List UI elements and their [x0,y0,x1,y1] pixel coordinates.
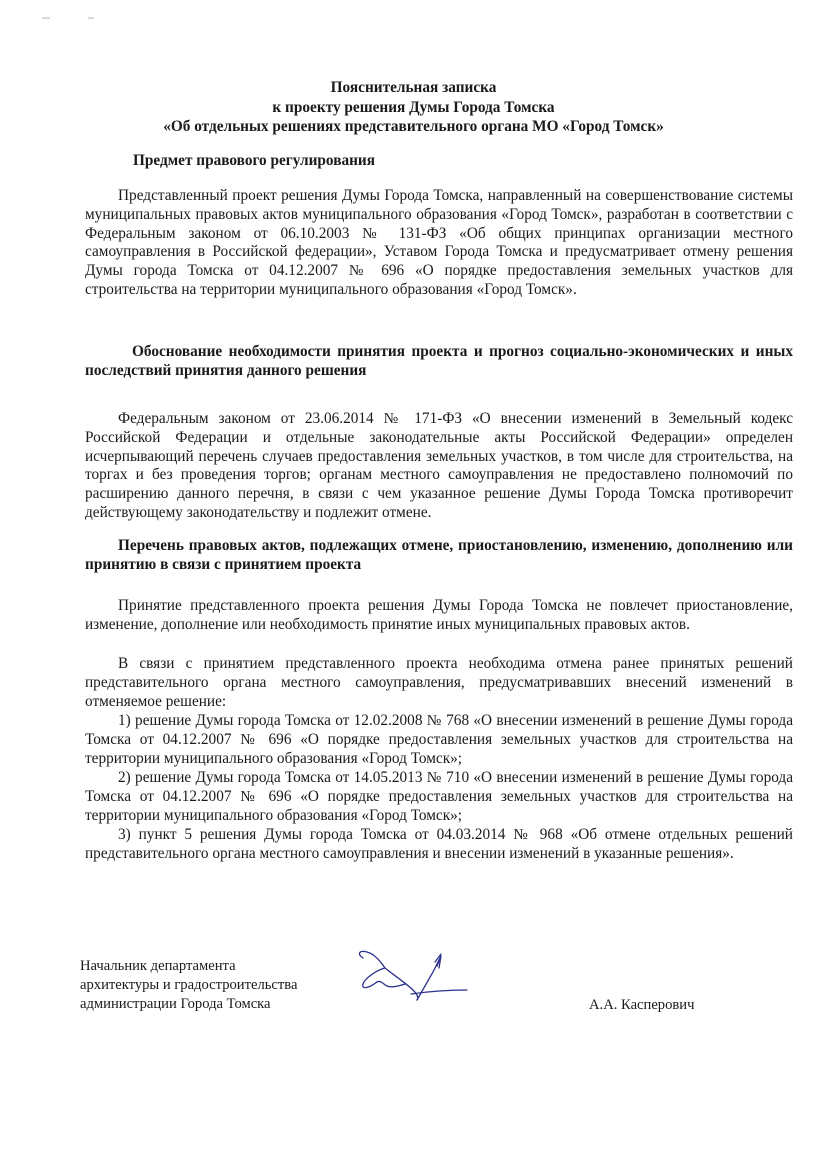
paragraph [85,597,793,635]
title-line: к проекту решения Думы Города Томска [272,98,555,116]
list-item [85,712,793,768]
position-line: Начальник департамента [80,958,236,974]
signatory-name: А.А. Касперович [589,997,695,1013]
list-item-text: 2) решение Думы города Томска от 14.05.2013 № 710 «О внесении изменений в решение Думы города Томска от 04.12.2007 № 696 «О порядке предоставления земельных участков для строительства на территории муниципального образования «Город Томск»; [85,769,793,824]
paragraph-text: Представленный проект решения Думы Города Томска, направленный на совершенствование системы муниципальных правовых актов муниципального образования «Город Томск», разработан в соответствии с Федеральным законом от 06.10.2003 № 131-ФЗ «Об общих принципах организации местного самоуправления в Российской федерации», Уставом Города Томска и предусматривает отмену решения Думы города Томска от 04.12.2007 № 696 «О порядке предоставления земельных участков для строительства на территории муниципального образования «Город Томск». [85,187,793,298]
title-line: «Об отдельных решениях представительного органа МО «Город Томск» [163,118,664,135]
signature-icon [355,948,475,1006]
paragraph-text: Федеральным законом от 23.06.2014 № 171-ФЗ «О внесении изменений в Земельный кодекс Российской Федерации и отдельные законодательные акты Российской Федерации» определен исчерпывающий перечень случаев предоставления земельных участков, в том числе для строительства, на торгах и без проведения торгов; органам местного самоуправления не предоставлено полномочий по расширению данного перечня, в связи с чем указанное решение Думы Города Томска противоречит действующему законодательству и подлежит отмене. [85,410,793,521]
scan-artifact [88,17,94,19]
title-line: Пояснительная записка [330,79,497,96]
signatory-position [80,957,297,1014]
list-item [85,769,793,825]
list-item [85,826,793,864]
scan-artifact [42,17,50,19]
position-line: администрации Города Томска [80,996,271,1012]
document-title [0,78,827,137]
section-heading: Перечень правовых актов, подлежащих отмене, приостановлению, изменению, дополнению или принятию в связи с принятием проекта [85,537,793,573]
paragraph [85,187,793,300]
section-heading: Предмет правового регулирования [133,152,376,169]
position-line: архитектуры и градостроительства [80,977,298,993]
paragraph [85,410,793,523]
list-item-text: 3) пункт 5 решения Думы города Томска от 04.03.2014 № 968 «Об отмене отдельных решений представительного органа местного самоуправления и внесении изменений в указанные решения». [85,826,793,862]
paragraph [85,655,793,711]
list-item-text: 1) решение Думы города Томска от 12.02.2008 № 768 «О внесении изменений в решение Думы города Томска от 04.12.2007 № 696 «О порядке предоставления земельных участков для строительства на территории муниципального образования «Город Томск»; [85,712,793,767]
section-heading: Обоснование необходимости принятия проекта и прогноз социально-экономических и иных последствий принятия данного решения [85,343,793,379]
paragraph-text: Принятие представленного проекта решения Думы Города Томска не повлечет приостановление, изменение, дополнение или необходимость принятие иных муниципальных правовых актов. [85,597,793,633]
paragraph-text: В связи с принятием представленного проекта необходима отмена ранее принятых решений представительного органа местного самоуправления, предусматривавших внесений изменений в отменяемое решение: [85,655,793,710]
